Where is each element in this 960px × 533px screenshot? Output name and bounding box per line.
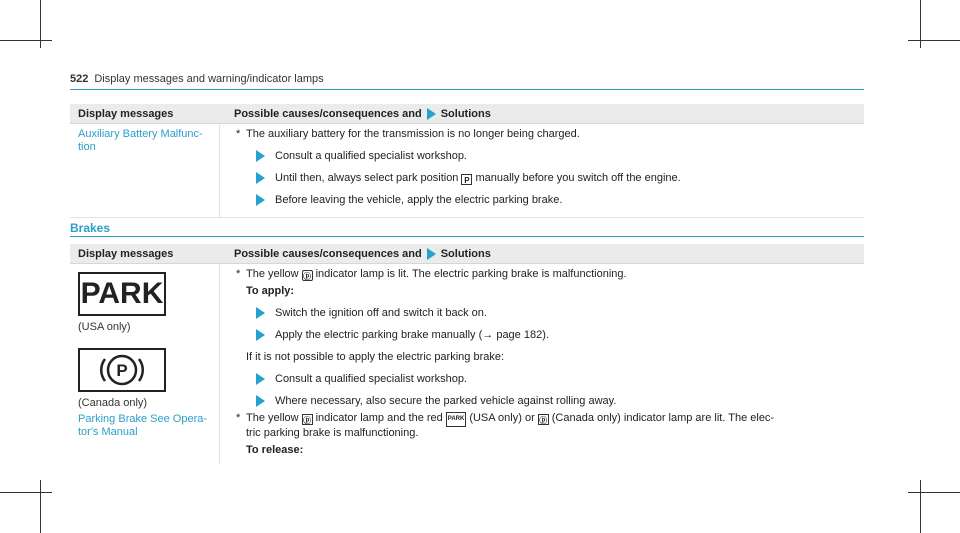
header-display-messages: Display messages bbox=[78, 247, 174, 260]
canada-only-label: (Canada only) bbox=[78, 397, 148, 409]
table-header bbox=[70, 244, 864, 264]
parking-brake-indicator-icon: ⓟ bbox=[303, 272, 312, 281]
action-text: Before leaving the vehicle, apply the electric parking brake. bbox=[275, 194, 563, 206]
cause-item: * The auxiliary battery for the transmission is no longer being charged. bbox=[236, 128, 580, 140]
header-causes-text: Possible causes/consequences and bbox=[234, 107, 422, 120]
message-parking-brake[interactable]: Parking Brake See Opera- tor's Manual bbox=[78, 413, 208, 438]
causes-cell bbox=[228, 264, 864, 464]
park-lamp-icon: PARK bbox=[78, 272, 166, 316]
causes-cell bbox=[228, 124, 864, 217]
page-title: Display messages and warning/indicator lamps bbox=[94, 73, 324, 85]
park-position-icon: P bbox=[461, 174, 472, 185]
header-causes bbox=[228, 248, 864, 260]
page-number: 522 bbox=[70, 73, 89, 85]
play-arrow-icon bbox=[256, 329, 265, 341]
header-causes-text: Possible causes/consequences and bbox=[234, 247, 422, 260]
header-rule bbox=[70, 89, 864, 90]
header-solutions-text: Solutions bbox=[440, 107, 491, 120]
table-row bbox=[70, 124, 864, 218]
message-cell bbox=[70, 264, 220, 464]
action-text: Where necessary, also secure the parked vehicle against rolling away. bbox=[275, 395, 617, 407]
cause-text: The yellow bbox=[246, 412, 299, 424]
cause-text-cont: indicator lamp and the red bbox=[315, 412, 443, 424]
cause-text: The yellow bbox=[246, 268, 299, 280]
action-text-cont: manually before you switch off the engine. bbox=[475, 172, 681, 184]
table-header bbox=[70, 104, 864, 124]
parking-brake-lamp-icon bbox=[78, 348, 166, 392]
to-apply-heading: To apply: bbox=[246, 285, 295, 297]
usa-only-label: (USA only) bbox=[78, 321, 131, 333]
cause-text-cont: (USA only) or bbox=[469, 412, 535, 424]
parking-brake-indicator-icon: ⓟ bbox=[539, 416, 548, 425]
section-rule bbox=[70, 236, 864, 237]
crop-mark bbox=[908, 40, 960, 41]
header-display-messages: Display messages bbox=[78, 107, 174, 120]
play-arrow-icon bbox=[256, 172, 265, 184]
play-arrow-icon bbox=[256, 194, 265, 206]
play-arrow-icon bbox=[256, 373, 265, 385]
action-item bbox=[256, 395, 858, 408]
svg-text:P: P bbox=[116, 361, 128, 380]
action-item bbox=[256, 150, 858, 163]
crop-mark bbox=[0, 40, 52, 41]
header-solutions-text: Solutions bbox=[440, 247, 491, 260]
crop-mark bbox=[0, 492, 52, 493]
cause-text: The auxiliary battery for the transmission is no longer being charged. bbox=[246, 128, 580, 140]
crop-mark bbox=[40, 480, 41, 533]
action-text: Consult a qualified specialist workshop. bbox=[275, 373, 467, 385]
table-auxiliary-battery bbox=[70, 104, 864, 218]
action-item bbox=[256, 307, 858, 320]
not-possible-text: If it is not possible to apply the electric parking brake: bbox=[246, 351, 505, 363]
cause-item: * The yellow ⓟ indicator lamp is lit. The electric parking brake is malfunctioning. bbox=[236, 268, 627, 281]
park-indicator-icon: PARK bbox=[446, 412, 467, 427]
header-causes bbox=[228, 108, 864, 120]
crop-mark bbox=[920, 480, 921, 533]
action-item bbox=[256, 329, 858, 342]
cause-text-cont: indicator lamp is lit. The electric parking brake is malfunctioning. bbox=[315, 268, 627, 280]
action-text: Consult a qualified specialist workshop. bbox=[275, 150, 467, 162]
parking-brake-indicator-icon: ⓟ bbox=[303, 416, 312, 425]
cause-text-cont: (Canada only) indicator lamp are lit. The elec- tric parking brake is malfunctioning. bbox=[246, 412, 775, 439]
action-item bbox=[256, 373, 858, 386]
play-arrow-icon bbox=[256, 307, 265, 319]
play-arrow-icon bbox=[427, 248, 436, 260]
action-text: Until then, always select park position bbox=[275, 172, 459, 184]
cause-item: * The yellow ⓟ indicator lamp and the red PARK (USA only) or ⓟ (Canada only) indicator lamp are lit. The elec- tric parking brake is malfunctioning. bbox=[236, 412, 775, 439]
play-arrow-icon bbox=[427, 108, 436, 120]
play-arrow-icon bbox=[256, 395, 265, 407]
action-text: Switch the ignition off and switch it back on. bbox=[275, 307, 487, 319]
page-header bbox=[70, 73, 324, 85]
table-brakes bbox=[70, 244, 864, 464]
action-item bbox=[256, 172, 858, 185]
action-item bbox=[256, 194, 858, 207]
action-text[interactable]: Apply the electric parking brake manually (→ page 182). bbox=[275, 329, 549, 341]
play-arrow-icon bbox=[256, 150, 265, 162]
to-release-heading: To release: bbox=[246, 444, 304, 456]
message-auxiliary-battery[interactable]: Auxiliary Battery Malfunc- tion bbox=[78, 128, 203, 153]
message-cell bbox=[70, 124, 220, 217]
table-row bbox=[70, 264, 864, 464]
section-title-brakes: Brakes bbox=[70, 221, 111, 235]
crop-mark bbox=[908, 492, 960, 493]
